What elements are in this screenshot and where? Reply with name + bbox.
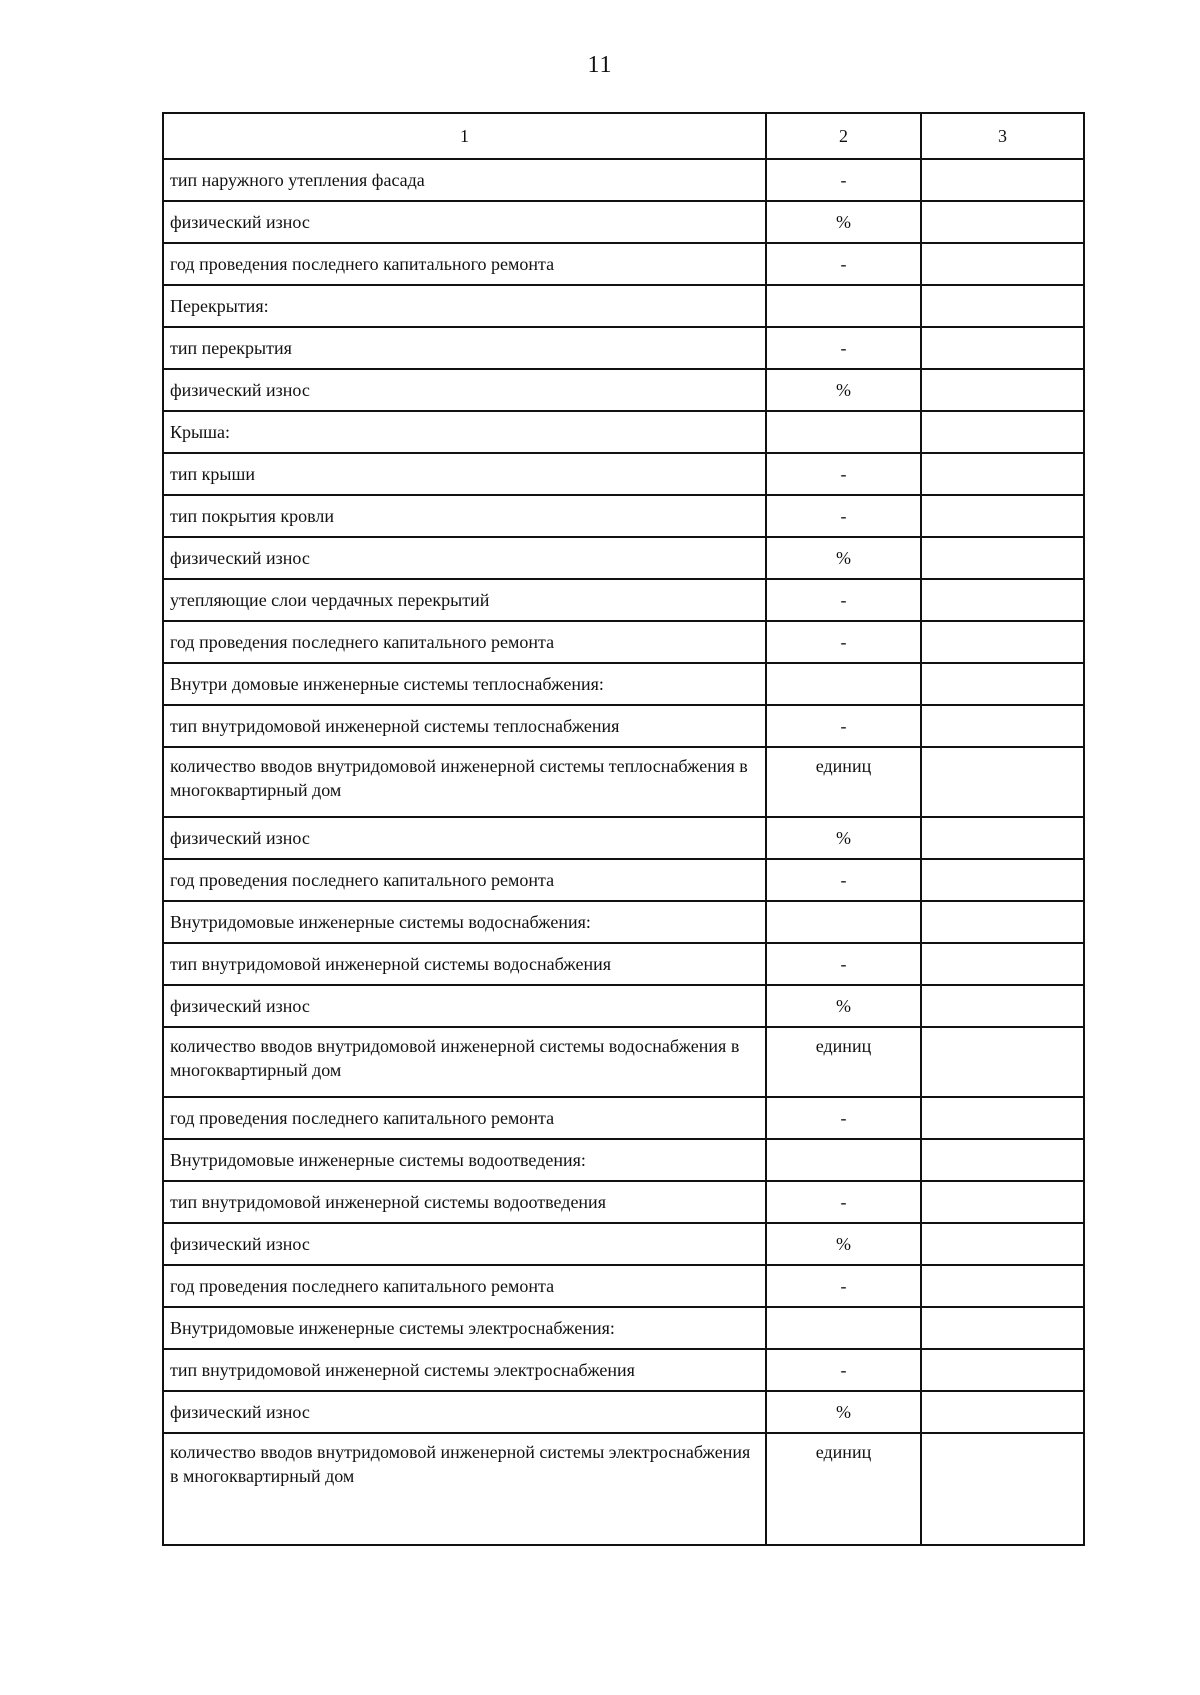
row-description: тип внутридомовой инженерной системы электроснабжения [163,1349,766,1391]
row-unit: - [766,1097,921,1139]
row-value [921,1349,1084,1391]
row-description: физический износ [163,369,766,411]
section-row [163,1307,1084,1349]
row-description: количество вводов внутридомовой инженерной системы теплоснабжения в многоквартирный дом [163,747,766,817]
page-number: 11 [587,52,613,78]
row-description: год проведения последнего капитального ремонта [163,859,766,901]
table-row [163,1265,1084,1307]
row-unit: - [766,1349,921,1391]
section-title: Крыша: [163,411,766,453]
row-description: тип внутридомовой инженерной системы водоснабжения [163,943,766,985]
table-row [163,621,1084,663]
row-description: физический износ [163,1223,766,1265]
row-unit: - [766,327,921,369]
row-unit [766,663,921,705]
table-row [163,1433,1084,1545]
row-unit: - [766,243,921,285]
row-description: физический износ [163,201,766,243]
row-value [921,1433,1084,1545]
row-value [921,1265,1084,1307]
row-value [921,411,1084,453]
column-header-1: 1 [163,113,766,159]
row-unit: % [766,1391,921,1433]
row-unit: единиц [766,1027,921,1097]
row-description: тип наружного утепления фасада [163,159,766,201]
row-value [921,537,1084,579]
row-unit [766,1139,921,1181]
row-value [921,579,1084,621]
row-value [921,1307,1084,1349]
row-description: физический износ [163,1391,766,1433]
row-value [921,243,1084,285]
section-row [163,1139,1084,1181]
row-unit: % [766,985,921,1027]
table-row [163,1391,1084,1433]
row-description: год проведения последнего капитального ремонта [163,243,766,285]
row-value [921,943,1084,985]
row-value [921,201,1084,243]
table-row [163,1181,1084,1223]
row-unit: % [766,817,921,859]
table-row [163,747,1084,817]
row-unit: - [766,1181,921,1223]
row-value [921,621,1084,663]
row-unit: - [766,859,921,901]
row-unit: % [766,1223,921,1265]
section-row [163,411,1084,453]
row-unit: - [766,705,921,747]
row-description: тип покрытия кровли [163,495,766,537]
row-value [921,901,1084,943]
section-title: Внутридомовые инженерные системы электроснабжения: [163,1307,766,1349]
row-unit: % [766,201,921,243]
row-value [921,1097,1084,1139]
row-value [921,1027,1084,1097]
row-description: тип перекрытия [163,327,766,369]
table-row [163,985,1084,1027]
row-unit: - [766,579,921,621]
row-value [921,859,1084,901]
row-value [921,985,1084,1027]
row-unit [766,411,921,453]
section-row [163,285,1084,327]
table-row [163,495,1084,537]
table-row [163,369,1084,411]
section-row [163,901,1084,943]
row-unit [766,1307,921,1349]
table-row [163,1223,1084,1265]
row-unit: - [766,159,921,201]
row-description: количество вводов внутридомовой инженерной системы электроснабжения в многоквартирный дом [163,1433,766,1545]
row-value [921,327,1084,369]
row-value [921,159,1084,201]
row-unit: % [766,369,921,411]
row-description: физический износ [163,817,766,859]
passport-table [162,112,1085,1546]
row-unit [766,901,921,943]
column-header-3: 3 [921,113,1084,159]
table-row [163,1027,1084,1097]
row-value [921,1139,1084,1181]
row-value [921,1181,1084,1223]
row-unit: % [766,537,921,579]
row-description: утепляющие слои чердачных перекрытий [163,579,766,621]
row-value [921,453,1084,495]
section-row [163,663,1084,705]
row-description: год проведения последнего капитального ремонта [163,621,766,663]
row-description: тип внутридомовой инженерной системы теплоснабжения [163,705,766,747]
row-unit: единиц [766,747,921,817]
row-description: физический износ [163,985,766,1027]
row-unit: единиц [766,1433,921,1545]
row-value [921,495,1084,537]
table-row [163,327,1084,369]
row-description: год проведения последнего капитального ремонта [163,1097,766,1139]
row-unit: - [766,943,921,985]
row-unit: - [766,495,921,537]
section-title: Внутридомовые инженерные системы водоотведения: [163,1139,766,1181]
row-description: тип крыши [163,453,766,495]
row-value [921,369,1084,411]
table-row [163,705,1084,747]
row-description: тип внутридомовой инженерной системы водоотведения [163,1181,766,1223]
section-title: Внутридомовые инженерные системы водоснабжения: [163,901,766,943]
table-row [163,201,1084,243]
table-row [163,1349,1084,1391]
section-title: Внутри домовые инженерные системы теплоснабжения: [163,663,766,705]
table-header-row [163,113,1084,159]
section-title: Перекрытия: [163,285,766,327]
column-header-2: 2 [766,113,921,159]
table-row [163,453,1084,495]
row-value [921,1223,1084,1265]
row-unit: - [766,621,921,663]
row-unit: - [766,453,921,495]
table-row [163,159,1084,201]
row-description: физический износ [163,537,766,579]
row-value [921,747,1084,817]
row-unit: - [766,1265,921,1307]
row-description: количество вводов внутридомовой инженерной системы водоснабжения в многоквартирный дом [163,1027,766,1097]
table-row [163,1097,1084,1139]
table-row [163,243,1084,285]
row-value [921,705,1084,747]
table-row [163,859,1084,901]
table-row [163,817,1084,859]
table-row [163,537,1084,579]
table-row [163,579,1084,621]
row-value [921,285,1084,327]
row-value [921,1391,1084,1433]
table-row [163,943,1084,985]
row-value [921,817,1084,859]
row-unit [766,285,921,327]
row-value [921,663,1084,705]
row-description: год проведения последнего капитального ремонта [163,1265,766,1307]
